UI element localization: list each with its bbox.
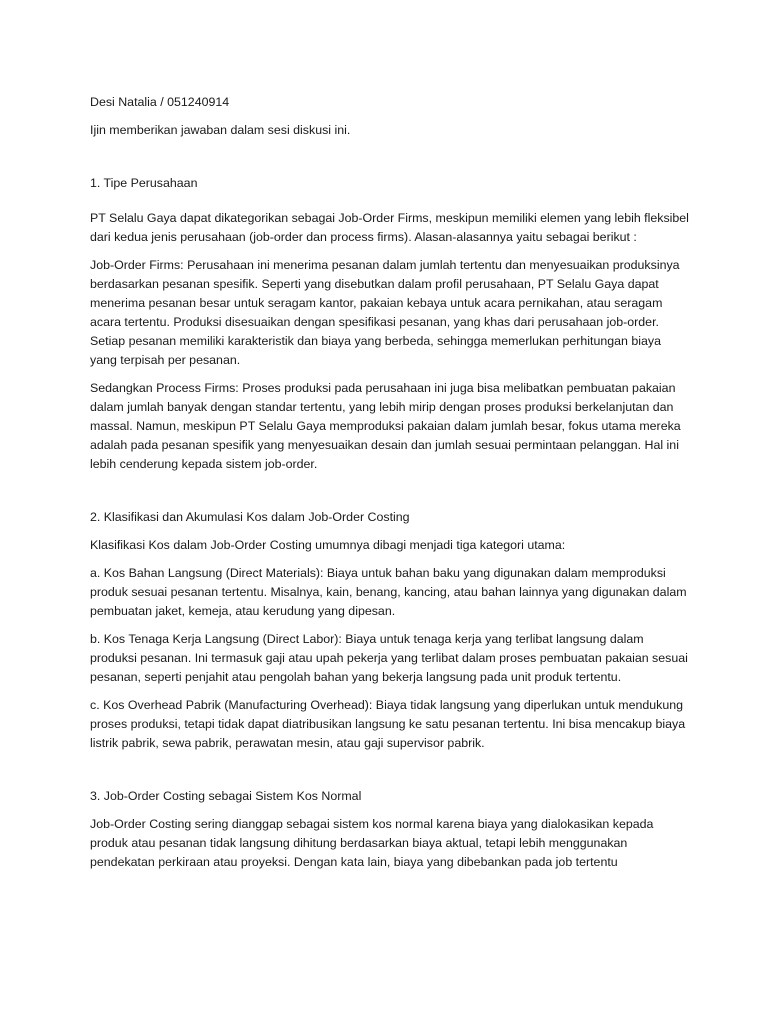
list-item: a. Kos Bahan Langsung (Direct Materials): Biaya untuk bahan baku yang digunakan dalam memproduksi produk sesuai pesanan tertentu. Misalnya, kain, benang, kancing, atau bahan lainnya yang digunakan dalam pembuatan jaket, kemeja, atau kerudung yang dipesan. bbox=[90, 566, 687, 618]
list-item: c. Kos Overhead Pabrik (Manufacturing Overhead): Biaya tidak langsung yang diperlukan untuk mendukung proses produksi, tetapi tidak dapat diatribusikan langsung ke satu pesanan tertentu. Ini bisa mencakup biaya listrik pabrik, sewa pabrik, perawatan mesin, atau gaji supervisor pabrik. bbox=[90, 698, 686, 750]
document-body bbox=[90, 93, 690, 872]
intro-paragraph: Ijin memberikan jawaban dalam sesi diskusi ini. bbox=[90, 123, 351, 137]
paragraph: Klasifikasi Kos dalam Job-Order Costing umumnya dibagi menjadi tiga kategori utama: bbox=[90, 538, 566, 552]
paragraph: PT Selalu Gaya dapat dikategorikan sebagai Job-Order Firms, meskipun memiliki elemen yang lebih fleksibel dari kedua jenis perusahaan (job-order dan process firms). Alasan-alasannya yaitu sebagai berikut : bbox=[90, 211, 689, 244]
section-heading: 3. Job-Order Costing sebagai Sistem Kos Normal bbox=[90, 789, 362, 803]
paragraph: Job-Order Firms: Perusahaan ini menerima pesanan dalam jumlah tertentu dan menyesuaikan produksinya berdasarkan pesanan spesifik. Seperti yang disebutkan dalam profil perusahaan, PT Selalu Gaya dapat menerima pesanan besar untuk seragam kantor, pakaian kebaya untuk acara pernikahan, atau seragam acara tertentu. Produksi disesuaikan dengan spesifikasi pesanan, yang khas dari perusahaan job-order. Setiap pesanan memiliki karakteristik dan biaya yang berbeda, sehingga memerlukan perhitungan biaya yang terpisah per pesanan. bbox=[90, 258, 680, 367]
paragraph: Job-Order Costing sering dianggap sebagai sistem kos normal karena biaya yang dialokasikan kepada produk atau pesanan tidak langsung dihitung berdasarkan biaya aktual, tetapi lebih menggunakan pendekatan perkiraan atau proyeksi. Dengan kata lain, biaya yang dibebankan pada job tertentu bbox=[90, 817, 654, 869]
list-item: b. Kos Tenaga Kerja Langsung (Direct Labor): Biaya untuk tenaga kerja yang terlibat langsung dalam produksi pesanan. Ini termasuk gaji atau upah pekerja yang terlibat dalam proses pembuatan pakaian sesuai pesanan, seperti penjahit atau pengolah bahan yang bekerja langsung pada unit produk tertentu. bbox=[90, 632, 688, 684]
author-line: Desi Natalia / 051240914 bbox=[90, 95, 230, 109]
section-heading: 1. Tipe Perusahaan bbox=[90, 176, 198, 190]
paragraph: Sedangkan Process Firms: Proses produksi pada perusahaan ini juga bisa melibatkan pembuatan pakaian dalam jumlah banyak dengan standar tertentu, yang lebih mirip dengan proses produksi berkelanjutan dan massal. Namun, meskipun PT Selalu Gaya memproduksi pakaian dalam jumlah besar, fokus utama mereka adalah pada pesanan spesifik yang menyesuaikan desain dan jumlah sesuai permintaan pelanggan. Hal ini lebih cenderung kepada sistem job-order. bbox=[90, 381, 681, 471]
section-heading: 2. Klasifikasi dan Akumulasi Kos dalam Job-Order Costing bbox=[90, 510, 410, 524]
